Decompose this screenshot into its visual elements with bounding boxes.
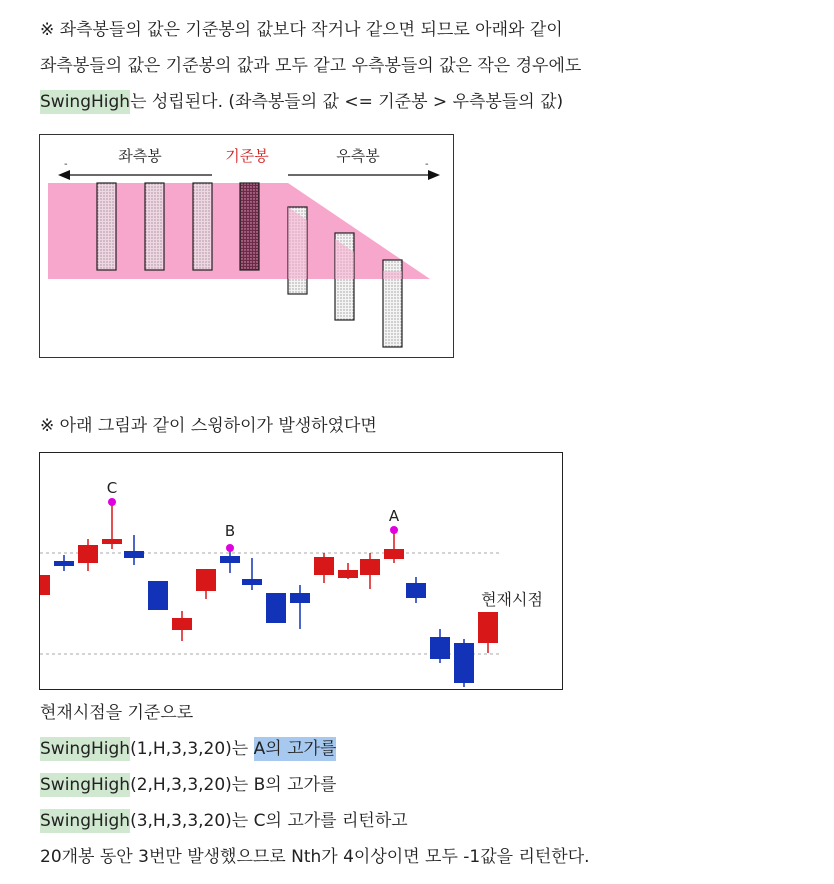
candle-4-swing-c	[102, 505, 122, 549]
notes-line-4	[40, 806, 408, 836]
candle-1	[40, 575, 50, 595]
candle-12	[290, 585, 310, 629]
swinghigh-keyword: SwingHigh	[40, 811, 131, 831]
notes-line-4-rest: (3,H,3,3,20)는 C의 고가를 리턴하고	[130, 811, 408, 831]
candle-7	[172, 611, 192, 641]
notes-line-1: 현재시점을 기준으로	[40, 703, 194, 723]
candle-17	[406, 577, 426, 603]
swing-high-diagram	[39, 134, 454, 358]
swing-label-a: A	[388, 507, 400, 525]
section-2-heading: ※ 아래 그림과 같이 스윙하이가 발생하였다면	[40, 416, 377, 436]
candle-20-current	[478, 612, 498, 653]
swing-marker-a	[390, 526, 398, 534]
candle-8	[196, 569, 216, 599]
swing-marker-c	[108, 498, 116, 506]
wedge-overlay-3	[383, 271, 402, 279]
swing-label-c: C	[106, 479, 118, 497]
highlight-a-high: A의 고가를	[253, 739, 337, 759]
candle-5	[124, 535, 144, 565]
swinghigh-keyword: SwingHigh	[40, 775, 131, 795]
candle-6	[148, 581, 168, 610]
swinghigh-keyword: SwingHigh	[40, 92, 131, 112]
right-tick: -	[425, 159, 429, 170]
intro-line-3	[40, 87, 563, 117]
left-tick: -	[64, 159, 68, 170]
notes-line-3	[40, 770, 336, 800]
center-bar	[240, 183, 259, 270]
intro-line-2: 좌측봉들의 값은 기준봉의 값과 모두 같고 우측봉들의 값은 작은 경우에도	[40, 56, 582, 76]
candle-14	[338, 563, 358, 579]
swing-high-diagram-svg	[40, 135, 453, 357]
left-bar-3	[193, 183, 212, 270]
notes-line-2-args: (1,H,3,3,20)는	[130, 739, 254, 759]
left-bar-2	[145, 183, 164, 270]
candle-15	[360, 553, 380, 589]
notes-line-3-rest: (2,H,3,3,20)는 B의 고가를	[130, 775, 337, 795]
candle-19	[454, 639, 474, 687]
candlestick-svg	[40, 453, 562, 689]
candle-13	[314, 553, 334, 583]
candle-3	[78, 539, 98, 571]
candle-18	[430, 629, 450, 663]
left-bar-label: 좌측봉	[118, 147, 162, 165]
notes-line-2	[40, 734, 336, 764]
candle-11	[266, 593, 286, 623]
notes-line-5: 20개봉 동안 3번만 발생했으므로 Nth가 4이상이면 모두 -1값을 리턴한다.	[40, 847, 590, 867]
candlestick-figure	[39, 452, 563, 690]
candle-16-swing-a	[384, 531, 404, 563]
current-point-label: 현재시점	[481, 590, 543, 609]
candle-9-swing-b	[220, 549, 240, 573]
center-bar-label: 기준봉	[225, 147, 269, 165]
swing-marker-b	[226, 544, 234, 552]
intro-line-3-rest: 는 성립된다. (좌측봉들의 값 <= 기준봉 > 우측봉들의 값)	[130, 92, 564, 112]
left-arrow-head	[58, 170, 70, 180]
left-bar-1	[97, 183, 116, 270]
right-arrow-head	[428, 170, 440, 180]
swing-label-b: B	[224, 522, 236, 540]
intro-line-1: ※ 좌측봉들의 값은 기준봉의 값보다 작거나 같으면 되므로 아래와 같이	[40, 20, 563, 40]
swinghigh-keyword: SwingHigh	[40, 739, 131, 759]
candle-10	[242, 558, 262, 590]
candle-2	[54, 555, 74, 571]
right-bar-label: 우측봉	[336, 147, 380, 165]
